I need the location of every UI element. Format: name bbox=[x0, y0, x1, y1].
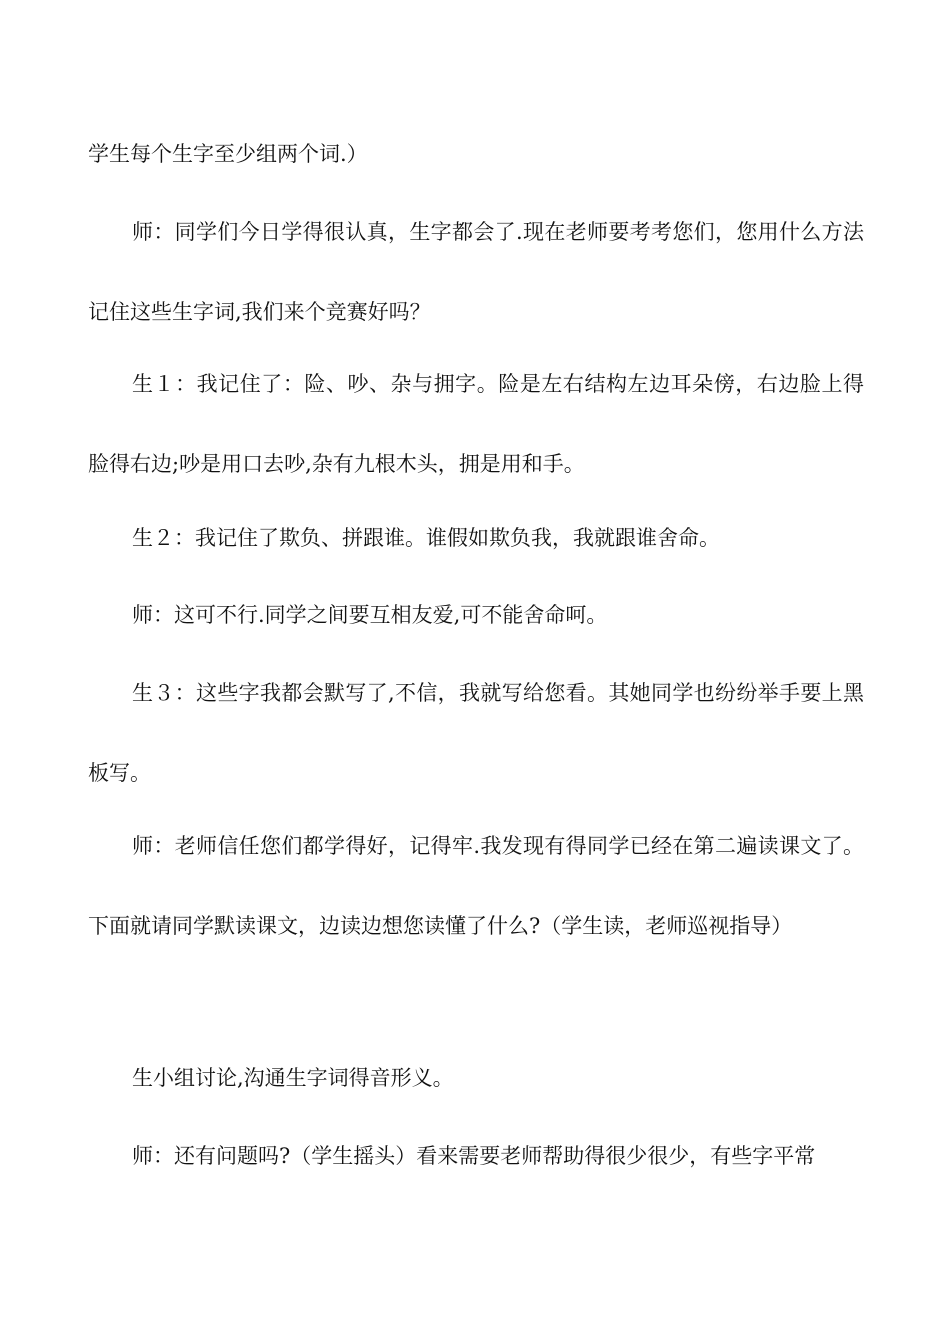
paragraph-5: 师：这可不行.同学之间要互相友爱,可不能舍命呵。 bbox=[132, 603, 608, 627]
paragraph-3: 生１：我记住了：险、吵、杂与拥字。险是左右结构左边耳朵傍，右边脸上得脸得右边;吵是用口去吵,杂有九根木头，拥是用和手。 bbox=[88, 372, 864, 476]
paragraph-8: 生小组讨论,沟通生字词得音形义。 bbox=[132, 1066, 454, 1090]
paragraph-1: 学生每个生字至少组两个词.） bbox=[88, 142, 368, 166]
paragraph-9: 师：还有问题吗?（学生摇头）看来需要老师帮助得很少很少，有些字平常 bbox=[132, 1144, 816, 1168]
paragraph-6: 生３：这些字我都会默写了,不信，我就写给您看。其她同学也纷纷举手要上黑板写。 bbox=[88, 681, 864, 785]
paragraph-4: 生２：我记住了欺负、拼跟谁。谁假如欺负我，我就跟谁舍命。 bbox=[132, 526, 720, 550]
paragraph-7: 师：老师信任您们都学得好，记得牢.我发现有得同学已经在第二遍读课文了。下面就请同学默读课文，边读边想您读懂了什么?（学生读，老师巡视指导） bbox=[88, 834, 864, 938]
paragraph-2: 师：同学们今日学得很认真，生字都会了.现在老师要考考您们，您用什么方法记住这些生字词,我们来个竞赛好吗？ bbox=[88, 220, 864, 324]
